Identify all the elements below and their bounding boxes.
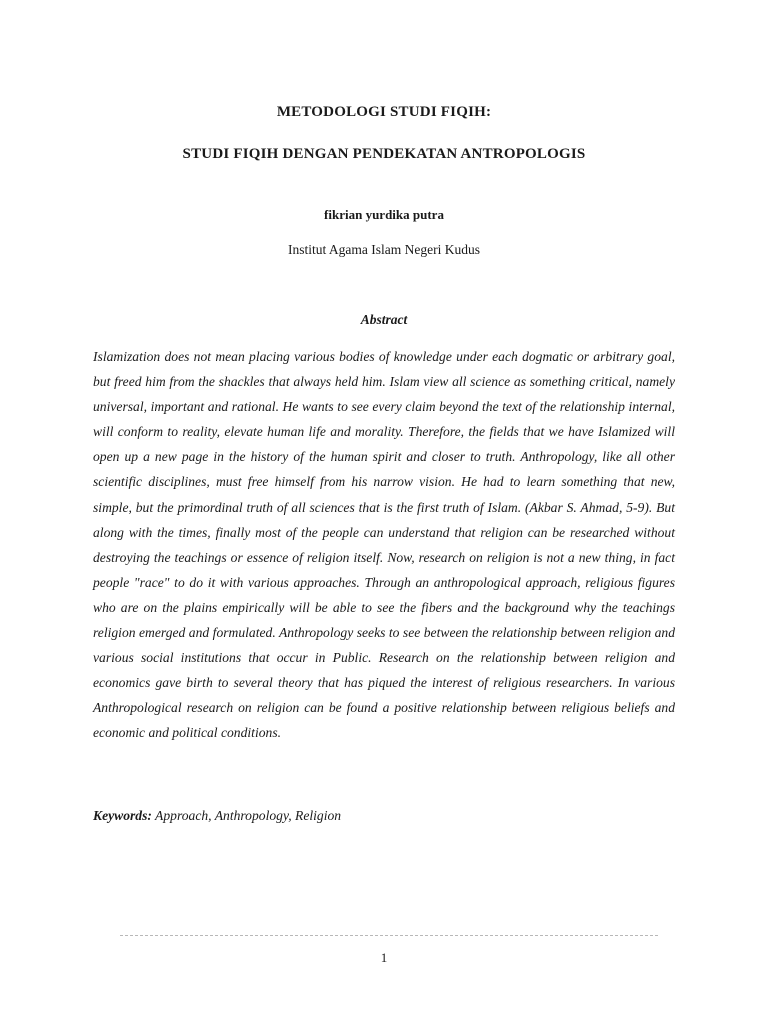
keywords-line	[93, 808, 341, 824]
author-affiliation: Institut Agama Islam Negeri Kudus	[288, 242, 480, 257]
title-line-1: METODOLOGI STUDI FIQIH:	[276, 104, 492, 120]
page-number: 1	[380, 950, 388, 965]
title-line-2: STUDI FIQIH DENGAN PENDEKATAN ANTROPOLOGIS	[182, 146, 586, 162]
abstract-heading: Abstract	[360, 312, 408, 327]
footer-divider	[120, 935, 658, 936]
keywords-label: Keywords:	[93, 808, 152, 823]
keywords-text: Approach, Anthropology, Religion	[151, 808, 342, 823]
abstract-body: Islamization does not mean placing various bodies of knowledge under each dogmatic or arbitrary goal, but freed him from the shackles that always held him. Islam view all science as something critical, namely universal, important and rational. He wants to see every claim beyond the text of the relationship internal, will conform to reality, elevate human life and morality. Therefore, the fields that we have Islamized will open up a new page in the history of the human spirit and closer to truth. Anthropology, like all other scientific disciplines, must free himself from his narrow vision. He had to learn something that new, simple, but the primordinal truth of all sciences that is the first truth of Islam. (Akbar S. Ahmad, 5-9). But along with the times, finally most of the people can understand that religion can be researched without destroying the teachings or essence of religion itself. Now, research on religion is not a new thing, in fact people "race" to do it with various approaches. Through an anthropological approach, religious figures who are on the plains empirically will be able to see the fibers and the background why the teachings religion emerged and formulated. Anthropology seeks to see between the relationship between religion and various social institutions that occur in Public. Research on the relationship between religion and economics gave birth to several theory that has piqued the interest of religious researchers. In various Anthropological research on religion can be found a positive relationship between religious beliefs and economic and political conditions.	[93, 349, 675, 741]
author-name: fikrian yurdika putra	[324, 207, 444, 222]
